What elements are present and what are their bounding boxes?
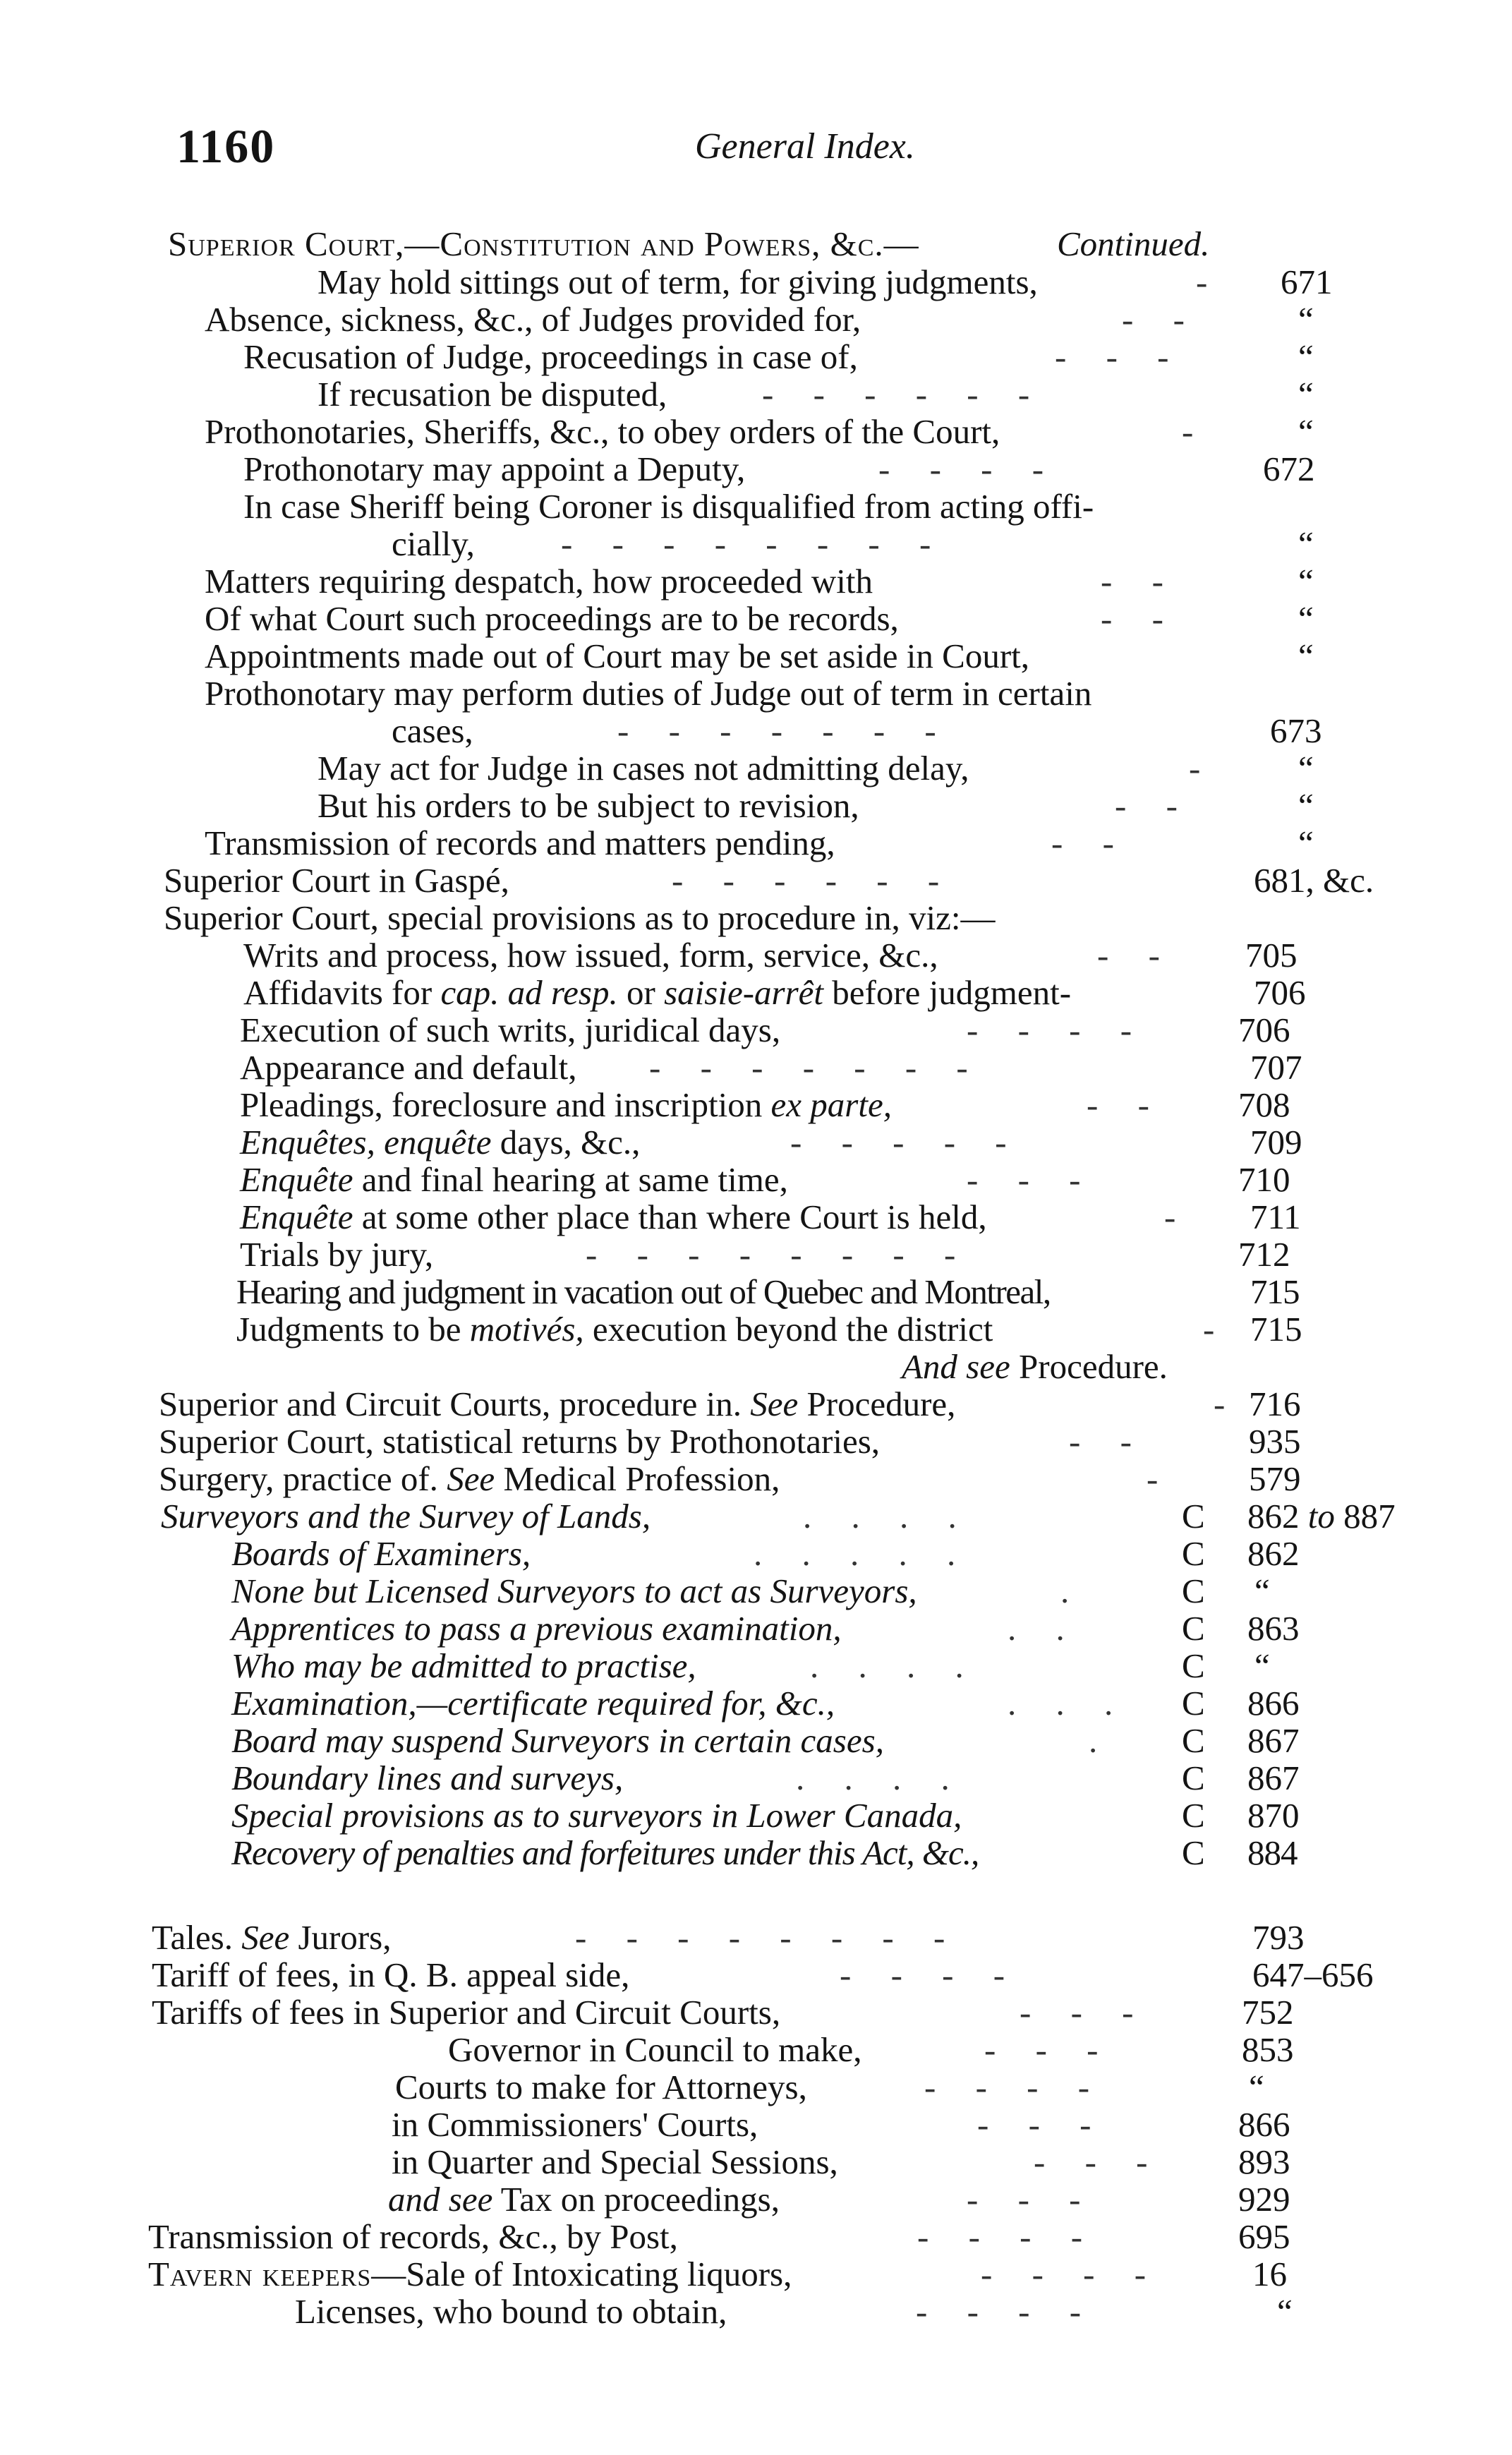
entry-text: Tales. See Jurors, [152,1918,392,1957]
entry-text: Judgments to be motivés, execution beyond the district [236,1310,993,1349]
entry-text: Examination,—certificate required for, &c., [231,1684,835,1723]
leader-dots: - - - - - - - [649,1048,984,1087]
leader-dots: - - [1069,1422,1147,1461]
entry-text: In case Sheriff being Coroner is disqualified from acting offi- [243,487,1094,526]
page-reference: “ [1298,786,1314,825]
entry-text: Board may suspend Surveyors in certain cases, [231,1721,884,1760]
entry-text: Courts to make for Attorneys, [395,2068,807,2106]
entry-text: Superior Court, special provisions as to procedure in, viz:— [164,898,996,937]
leader-dots: . . . [1008,1684,1129,1723]
entry-text: Transmission of records, &c., by Post, [148,2217,678,2256]
leader-dots: - - [1101,599,1179,638]
page-reference: “ [1298,824,1314,862]
leader-dots: - [1182,412,1209,451]
leader-dots: - - - - [981,2255,1162,2293]
page-reference: 579 [1249,1459,1301,1498]
page-reference: 705 [1245,936,1298,975]
page-reference: 867 [1247,1721,1300,1760]
entry-text: Superior and Circuit Courts, procedure in. See Procedure, [159,1385,956,1423]
leader-dots: - [1196,263,1223,301]
entry-text: Tariffs of fees in Superior and Circuit Courts, [152,1993,781,2032]
page-reference: 707 [1250,1048,1302,1087]
leader-dots: - - - - - - - - [586,1235,972,1274]
leader-dots: - [1189,749,1216,788]
leader-dots: - - [1101,562,1179,601]
entry-text: Tavern keepers—Sale of Intoxicating liquors, [148,2255,792,2293]
entry-text: Apprentices to pass a previous examination, [231,1609,842,1648]
leader-dots: - [1214,1385,1241,1423]
page-reference: 870 [1247,1796,1300,1835]
entry-text: Absence, sickness, &c., of Judges provided for, [205,300,861,339]
entry-text: But his orders to be subject to revision, [317,786,859,825]
page-reference: 715 [1250,1272,1299,1311]
entry-text: Appearance and default, [240,1048,577,1087]
running-title: General Index. [695,126,915,167]
leader-dots: - - - - [917,2217,1099,2256]
page-reference: “ [1298,562,1314,601]
page-reference: “ [1298,749,1314,788]
leader-dots: . . . . [810,1646,979,1685]
leader-dots: - - - - - - - - [575,1918,961,1957]
leader-dots: - - - - [840,1955,1021,1994]
page-reference: 706 [1238,1011,1290,1049]
page-reference: 866 [1238,2105,1290,2144]
page-reference: “ [1277,2292,1293,2331]
entry-text: Enquête and final hearing at same time, [240,1160,788,1199]
page-reference: 929 [1238,2180,1290,2219]
entry-text: cially, [392,524,475,563]
leader-dots: - - - - [967,1011,1148,1049]
leader-dots: - - - - - - - [617,711,952,750]
entry-text: Prothonotaries, Sheriffs, &c., to obey orders of the Court, [205,412,1000,451]
leader-dots: - - [1097,936,1175,975]
chapter-mark: C [1182,1721,1205,1760]
page-reference: 853 [1242,2030,1294,2069]
page-reference: 793 [1252,1918,1305,1957]
leader-dots: - - [1087,1085,1165,1124]
entry-text: Tariff of fees, in Q. B. appeal side, [152,1955,630,1994]
entry-text: cases, [392,711,473,750]
page-reference: 716 [1249,1385,1301,1423]
entry-text: Of what Court such proceedings are to be records, [205,599,899,638]
page-reference: 752 [1242,1993,1294,2032]
page-number: 1160 [176,119,276,173]
page-reference: “ [1298,337,1314,376]
entry-text: Recusation of Judge, proceedings in case of, [243,337,858,376]
leader-dots: - - - - - - [672,861,955,900]
leader-dots: - - [1051,824,1130,862]
entry-text: Writs and process, how issued, form, service, &c., [243,936,938,975]
leader-dots: - - - - - - [762,375,1046,414]
page-reference: 867 [1247,1759,1300,1797]
entry-text: Boundary lines and surveys, [231,1759,624,1797]
entry-text: Execution of such writs, juridical days, [240,1011,781,1049]
page-reference: 935 [1249,1422,1301,1461]
leader-dots: - - - - [916,2292,1097,2331]
entry-text: Affidavits for cap. ad resp. or saisie-arrêt before judgment- [243,973,1072,1012]
leader-dots: - - - [967,1160,1096,1199]
entry-text: Who may be admitted to practise, [231,1646,696,1685]
leader-dots: - [1164,1198,1192,1236]
leader-dots: - - - - [924,2068,1106,2106]
chapter-mark: C [1182,1646,1205,1685]
entry-text: None but Licensed Surveyors to act as Surveyors, [231,1572,917,1610]
page-reference: “ [1298,375,1314,414]
leader-dots: - - - [1020,1993,1149,2032]
entry-text: Surveyors and the Survey of Lands, [161,1497,651,1536]
entry-text: Enquête at some other place than where Court is held, [240,1198,987,1236]
chapter-mark: C [1182,1572,1205,1610]
entry-text: Prothonotary may appoint a Deputy, [243,450,746,488]
page-reference: 884 [1247,1833,1298,1872]
entry-text: And see Procedure. [902,1347,1168,1386]
chapter-mark: C [1182,1684,1205,1723]
index-entry [317,263,1341,302]
page-reference: “ [1254,1572,1270,1610]
leader-dots: . . [1008,1609,1080,1648]
leader-dots: . [1060,1572,1085,1610]
leader-dots: - - - [1034,2142,1163,2181]
entry-text: May act for Judge in cases not admitting delay, [317,749,969,788]
entry-text: and see Tax on proceedings, [388,2180,780,2219]
entry-text: Trials by jury, [240,1235,434,1274]
page-reference: “ [1298,412,1314,451]
leader-dots: - [1147,1459,1174,1498]
leader-dots: . . . . [796,1759,965,1797]
page-reference: 711 [1250,1198,1301,1236]
entry-text: in Quarter and Special Sessions, [392,2142,838,2181]
entry-text: in Commissioners' Courts, [392,2105,758,2144]
chapter-mark: C [1182,1497,1205,1536]
entry-text: Boards of Examiners, [231,1534,531,1573]
page-reference: 893 [1238,2142,1290,2181]
chapter-mark: C [1182,1534,1205,1573]
entry-text: Appointments made out of Court may be set aside in Court, [205,637,1030,675]
leader-dots: . [1089,1721,1113,1760]
entry-text: Pleadings, foreclosure and inscription ex parte, [240,1085,892,1124]
entry-text: Matters requiring despatch, how proceeded with [205,562,873,601]
entry-text: Hearing and judgment in vacation out of Quebec and Montreal, [236,1272,1051,1311]
entry-text: Superior Court in Gaspé, [164,861,509,900]
leader-dots: . . . . [803,1497,972,1536]
leader-dots: - - - - - - - - [561,524,947,563]
page-reference: 709 [1250,1123,1302,1162]
entry-text: Enquêtes, enquête days, &c., [240,1123,641,1162]
page-reference: 715 [1250,1310,1302,1349]
chapter-mark: C [1182,1796,1205,1835]
leader-dots: - - [1122,300,1200,339]
page-reference: 706 [1254,973,1306,1012]
leader-dots: - - - - - [790,1123,1022,1162]
entry-text: May hold sittings out of term, for giving judgments, [317,263,1038,301]
page-reference: “ [1298,300,1314,339]
leader-dots: - - - [967,2180,1096,2219]
chapter-mark: C [1182,1609,1205,1648]
entry-text: Transmission of records and matters pending, [205,824,835,862]
page-reference: 862 [1247,1534,1300,1573]
leader-dots: - - [1115,786,1193,825]
page-reference: 695 [1238,2217,1290,2256]
entry-text-continued: Continued. [1057,224,1210,263]
chapter-mark: C [1182,1833,1204,1872]
page-reference: 710 [1238,1160,1290,1199]
leader-dots: - - - [984,2030,1114,2069]
entry-text: Superior Court,—Constitution and Powers, &c.— [168,224,919,263]
page-reference: 863 [1247,1609,1300,1648]
page-reference: “ [1298,599,1314,638]
page-reference: “ [1298,637,1314,675]
entry-text: Licenses, who bound to obtain, [295,2292,727,2331]
entry-text: Special provisions as to surveyors in Lower Canada, [231,1796,962,1835]
page-reference: “ [1249,2068,1264,2106]
page-reference: 712 [1238,1235,1290,1274]
page-reference: 673 [1270,711,1322,750]
entry-text: Surgery, practice of. See Medical Profession, [159,1459,780,1498]
leader-dots: - - - - [878,450,1060,488]
entry-text: Superior Court, statistical returns by Prothonotaries, [159,1422,881,1461]
entry-text: Prothonotary may perform duties of Judge out of term in certain [205,674,1092,713]
page-reference: 862 to 887 [1247,1497,1396,1536]
leader-dots: - - - [1055,337,1185,376]
page-reference: 16 [1252,2255,1287,2293]
page-reference: “ [1254,1646,1270,1685]
page-reference: 672 [1263,450,1315,488]
leader-dots: - [1203,1310,1230,1349]
page-reference: “ [1298,524,1314,563]
entry-text: If recusation be disputed, [317,375,667,414]
page-reference: 671 [1281,263,1333,301]
page-reference: 866 [1247,1684,1300,1723]
leader-dots: . . . . . [754,1534,972,1573]
page-reference: 647–656 [1252,1955,1374,1994]
entry-text: Governor in Council to make, [448,2030,862,2069]
chapter-mark: C [1182,1759,1205,1797]
page-reference: 708 [1238,1085,1290,1124]
entry-text: Recovery of penalties and forfeitures under this Act, &c., [231,1833,979,1872]
page-reference: 681, &c. [1254,861,1374,900]
leader-dots: - - - [977,2105,1107,2144]
